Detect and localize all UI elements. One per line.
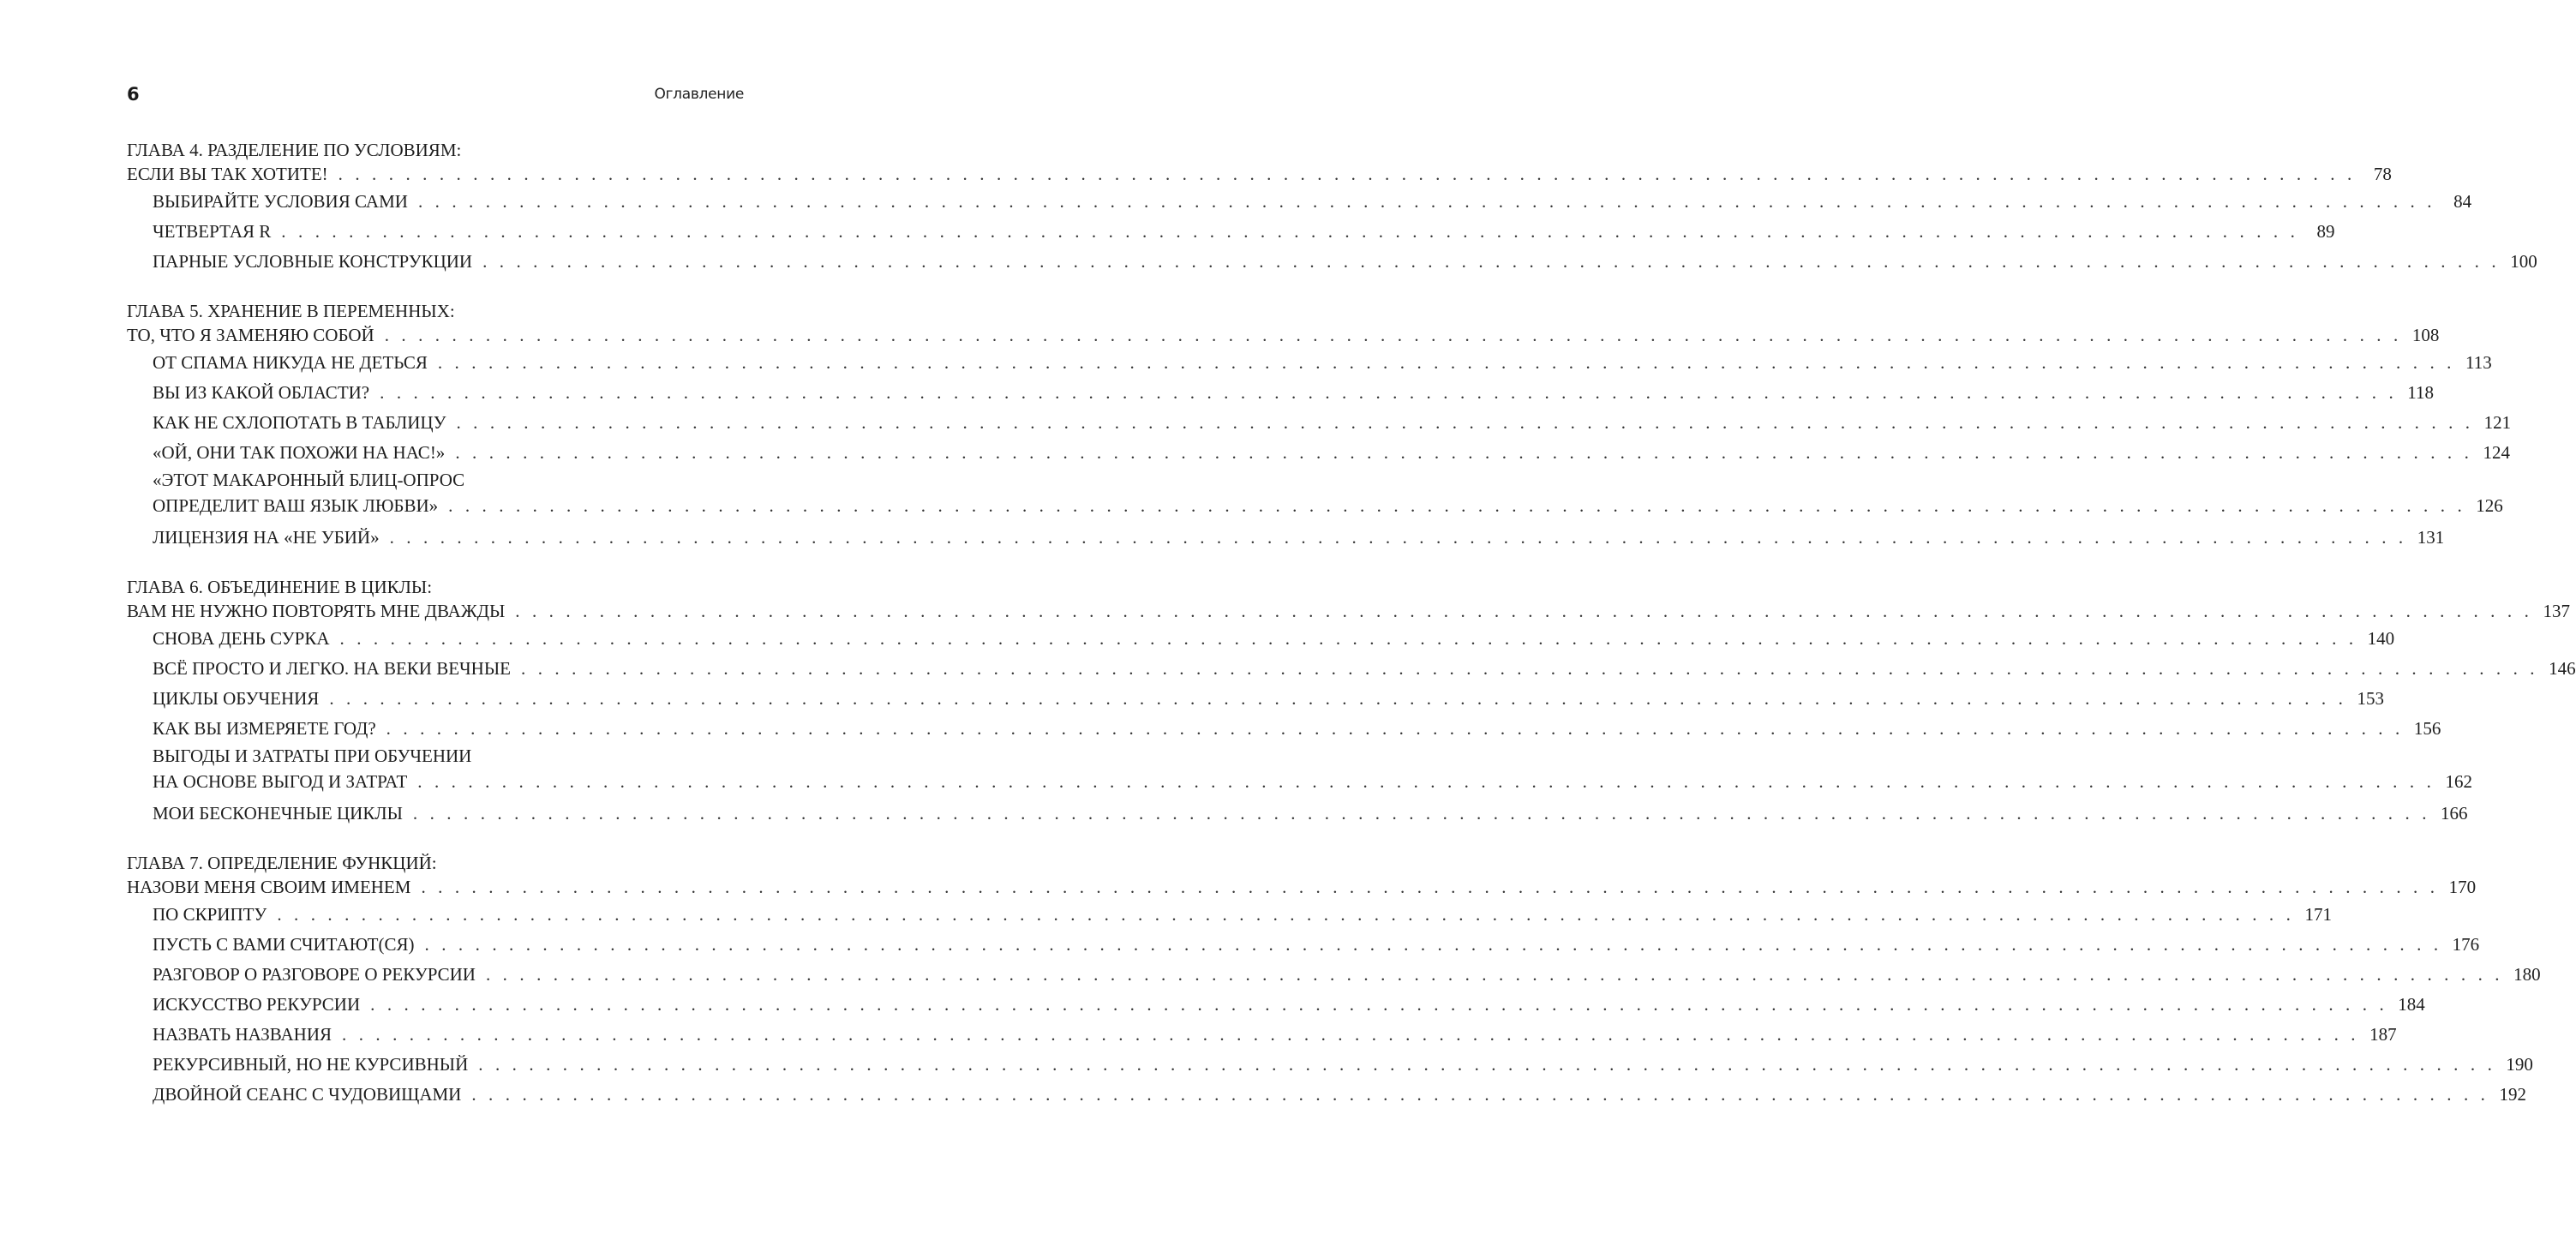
section-entry[interactable] [153,187,2472,217]
section-entry[interactable] [153,900,2332,930]
toc-section [127,1050,2533,1080]
chapter-entry-title: ЕСЛИ ВЫ ТАК ХОТИТЕ! [127,164,328,184]
section-entry[interactable] [153,523,2445,553]
chapter-entry[interactable] [127,875,2477,900]
section-entry-title: ДВОЙНОЙ СЕАНС С ЧУДОВИЩАМИ [153,1084,462,1105]
toc-section [127,990,2425,1020]
table-of-contents [127,138,2576,1115]
toc-section [127,1080,2526,1110]
chapter-title-line1[interactable]: ГЛАВА 4. РАЗДЕЛЕНИЕ ПО УСЛОВИЯМ: [127,140,462,160]
section-entry-page-number: 192 [2499,1084,2526,1105]
section-entry[interactable] [153,247,2537,277]
toc-section [127,187,2472,217]
running-title: Оглавление [654,86,744,103]
dot-leader: . . . . . . . . . . . . . . . . . . . . . . . . . . . . . . . . . . . . . . . . . . . . . . . . . . . . . . . . . . . . . . . . . . . . . . . . . . . . . . . . . . . . . . . . . . . . . . . . . . . . . . . . . . . . . . . . . . . . . . . . [342,1024,2360,1045]
chapter-entry[interactable] [127,323,2440,348]
toc-section [127,714,2441,744]
chapter-entry-page-number: 170 [2448,877,2477,897]
section-entry[interactable] [153,378,2435,408]
dot-leader: . . . . . . . . . . . . . . . . . . . . . . . . . . . . . . . . . . . . . . . . . . . . . . . . . . . . . . . . . . . . . . . . . . . . . . . . . . . . . . . . . . . . . . . . . . . . . . . . . . . . . . . . . . . . . . . . . . . . . . . . [338,164,2356,184]
dot-leader: . . . . . . . . . . . . . . . . . . . . . . . . . . . . . . . . . . . . . . . . . . . . . . . . . . . . . . . . . . . . . . . . . . . . . . . . . . . . . . . . . . . . . . . . . . . . . . . . . . . . . . . . . . . . . . . . . . . . . . . . [485,964,2504,985]
section-entry-title: ИСКУССТВО РЕКУРСИИ [153,994,361,1015]
section-entry[interactable] [153,408,2512,438]
section-entry-page-number: 140 [2367,628,2395,649]
section-entry-page-number: 100 [2510,251,2537,272]
section-entry-title: НА ОСНОВЕ ВЫГОД И ЗАТРАТ [153,771,408,792]
section-entry-page-number: 162 [2445,771,2472,792]
dot-leader: . . . . . . . . . . . . . . . . . . . . . . . . . . . . . . . . . . . . . . . . . . . . . . . . . . . . . . . . . . . . . . . . . . . . . . . . . . . . . . . . . . . . . . . . . . . . . . . . . . . . . . . . . . . . . . . . . . . . . . . . [370,994,2388,1015]
section-entry-page-number: 118 [2407,382,2435,403]
toc-section [127,468,2503,519]
dot-leader: . . . . . . . . . . . . . . . . . . . . . . . . . . . . . . . . . . . . . . . . . . . . . . . . . . . . . . . . . . . . . . . . . . . . . . . . . . . . . . . . . . . . . . . . . . . . . . . . . . . . . . . . . . . . . . . . . . . . . . . . [424,934,2442,955]
section-entry-page-number: 84 [2453,191,2472,212]
dot-leader: . . . . . . . . . . . . . . . . . . . . . . . . . . . . . . . . . . . . . . . . . . . . . . . . . . . . . . . . . . . . . . . . . . . . . . . . . . . . . . . . . . . . . . . . . . . . . . . . . . . . . . . . . . . . . . . . . . . . . . . . [380,382,2398,403]
chapter-entry[interactable] [127,162,2392,187]
section-entry-page-number: 190 [2506,1054,2533,1075]
toc-section [127,523,2445,553]
section-entry[interactable] [153,1020,2397,1050]
section-entry-page-number: 176 [2452,934,2480,955]
toc-section [127,247,2537,277]
section-entry-title: МОИ БЕСКОНЕЧНЫЕ ЦИКЛЫ [153,803,403,824]
section-entry-title: ЛИЦЕНЗИЯ НА «НЕ УБИЙ» [153,527,380,548]
toc-section [127,654,2576,684]
section-entry-title: ОПРЕДЕЛИТ ВАШ ЯЗЫК ЛЮБВИ» [153,495,439,516]
section-entry[interactable] [153,1080,2526,1110]
section-entry-title: ВСЁ ПРОСТО И ЛЕГКО. НА ВЕКИ ВЕЧНЫЕ [153,658,511,679]
section-entry-title: ПАРНЫЕ УСЛОВНЫЕ КОНСТРУКЦИИ [153,251,473,272]
toc-section [127,408,2512,438]
section-entry[interactable] [153,684,2384,714]
section-entry-page-number: 180 [2513,964,2541,985]
toc-section [127,438,2510,468]
section-entry-title: ПУСТЬ С ВАМИ СЧИТАЮТ(СЯ) [153,934,415,955]
dot-leader: . . . . . . . . . . . . . . . . . . . . . . . . . . . . . . . . . . . . . . . . . . . . . . . . . . . . . . . . . . . . . . . . . . . . . . . . . . . . . . . . . . . . . . . . . . . . . . . . . . . . . . . . . . . . . . . . . . . . . . . . [339,628,2357,649]
chapter-entry-title: ВАМ НЕ НУЖНО ПОВТОРЯТЬ МНЕ ДВАЖДЫ [127,601,506,621]
section-entry[interactable] [153,348,2492,378]
section-entry[interactable] [153,714,2441,744]
chapter-entry-title: ТО, ЧТО Я ЗАМЕНЯЮ СОБОЙ [127,325,374,345]
toc-section [127,378,2435,408]
dot-leader: . . . . . . . . . . . . . . . . . . . . . . . . . . . . . . . . . . . . . . . . . . . . . . . . . . . . . . . . . . . . . . . . . . . . . . . . . . . . . . . . . . . . . . . . . . . . . . . . . . . . . . . . . . . . . . . . . . . . . . . . [412,803,2431,824]
page-number: 6 [127,84,140,105]
section-entry-title: НАЗВАТЬ НАЗВАНИЯ [153,1024,332,1045]
chapter-title-line1[interactable]: ГЛАВА 6. ОБЪЕДИНЕНИЕ В ЦИКЛЫ: [127,577,433,597]
section-entry[interactable] [153,438,2510,468]
section-entry-title: ВЫБИРАЙТЕ УСЛОВИЯ САМИ [153,191,408,212]
dot-leader: . . . . . . . . . . . . . . . . . . . . . . . . . . . . . . . . . . . . . . . . . . . . . . . . . . . . . . . . . . . . . . . . . . . . . . . . . . . . . . . . . . . . . . . . . . . . . . . . . . . . . . . . . . . . . . . . . . . . . . . . [521,658,2539,679]
section-entry-title: ЦИКЛЫ ОБУЧЕНИЯ [153,688,320,709]
dot-leader: . . . . . . . . . . . . . . . . . . . . . . . . . . . . . . . . . . . . . . . . . . . . . . . . . . . . . . . . . . . . . . . . . . . . . . . . . . . . . . . . . . . . . . . . . . . . . . . . . . . . . . . . . . . . . . . . . . . . . . . . [417,191,2436,212]
section-entry[interactable] [153,990,2425,1020]
section-entry-title: КАК ВЫ ИЗМЕРЯЕТЕ ГОД? [153,718,376,739]
toc-chapter [127,299,2512,553]
dot-leader: . . . . . . . . . . . . . . . . . . . . . . . . . . . . . . . . . . . . . . . . . . . . . . . . . . . . . . . . . . . . . . . . . . . . . . . . . . . . . . . . . . . . . . . . . . . . . . . . . . . . . . . . . . . . . . . . . . . . . . . . [448,495,2466,516]
section-entry-title: ПО СКРИПТУ [153,904,267,925]
section-entry-page-number: 166 [2441,803,2468,824]
section-entry[interactable] [153,960,2541,990]
toc-section [127,799,2468,829]
section-title-line1[interactable]: ВЫГОДЫ И ЗАТРАТЫ ПРИ ОБУЧЕНИИ [153,746,472,766]
section-entry-page-number: 113 [2465,352,2492,373]
dot-leader: . . . . . . . . . . . . . . . . . . . . . . . . . . . . . . . . . . . . . . . . . . . . . . . . . . . . . . . . . . . . . . . . . . . . . . . . . . . . . . . . . . . . . . . . . . . . . . . . . . . . . . . . . . . . . . . . . . . . . . . . [421,877,2439,897]
section-entry[interactable] [153,624,2395,654]
section-entry[interactable] [153,1050,2533,1080]
section-entry[interactable] [153,930,2480,960]
dot-leader: . . . . . . . . . . . . . . . . . . . . . . . . . . . . . . . . . . . . . . . . . . . . . . . . . . . . . . . . . . . . . . . . . . . . . . . . . . . . . . . . . . . . . . . . . . . . . . . . . . . . . . . . . . . . . . . . . . . . . . . . [482,251,2501,272]
dot-leader: . . . . . . . . . . . . . . . . . . . . . . . . . . . . . . . . . . . . . . . . . . . . . . . . . . . . . . . . . . . . . . . . . . . . . . . . . . . . . . . . . . . . . . . . . . . . . . . . . . . . . . . . . . . . . . . . . . . . . . . . [281,221,2299,242]
section-entry-page-number: 146 [2549,658,2576,679]
toc-section [127,960,2541,990]
dot-leader: . . . . . . . . . . . . . . . . . . . . . . . . . . . . . . . . . . . . . . . . . . . . . . . . . . . . . . . . . . . . . . . . . . . . . . . . . . . . . . . . . . . . . . . . . . . . . . . . . . . . . . . . . . . . . . . . . . . . . . . . [329,688,2347,709]
section-entry-title: РЕКУРСИВНЫЙ, НО НЕ КУРСИВНЫЙ [153,1054,469,1075]
dot-leader: . . . . . . . . . . . . . . . . . . . . . . . . . . . . . . . . . . . . . . . . . . . . . . . . . . . . . . . . . . . . . . . . . . . . . . . . . . . . . . . . . . . . . . . . . . . . . . . . . . . . . . . . . . . . . . . . . . . . . . . . [417,771,2435,792]
dot-leader: . . . . . . . . . . . . . . . . . . . . . . . . . . . . . . . . . . . . . . . . . . . . . . . . . . . . . . . . . . . . . . . . . . . . . . . . . . . . . . . . . . . . . . . . . . . . . . . . . . . . . . . . . . . . . . . . . . . . . . . . [386,718,2404,739]
chapter-entry[interactable] [127,599,2570,624]
chapter-entry-title: НАЗОВИ МЕНЯ СВОИМ ИМЕНЕМ [127,877,411,897]
section-entry-page-number: 187 [2369,1024,2397,1045]
section-entry-title: КАК НЕ СХЛОПОТАТЬ В ТАБЛИЦУ [153,412,446,433]
toc-section [127,217,2335,247]
section-entry[interactable] [153,769,2472,795]
section-entry-page-number: 124 [2483,442,2510,463]
chapter-title-line1[interactable]: ГЛАВА 5. ХРАНЕНИЕ В ПЕРЕМЕННЫХ: [127,301,455,321]
section-entry-page-number: 126 [2476,495,2503,516]
dot-leader: . . . . . . . . . . . . . . . . . . . . . . . . . . . . . . . . . . . . . . . . . . . . . . . . . . . . . . . . . . . . . . . . . . . . . . . . . . . . . . . . . . . . . . . . . . . . . . . . . . . . . . . . . . . . . . . . . . . . . . . . [478,1054,2496,1075]
section-entry-page-number: 89 [2316,221,2335,242]
section-entry-title: ВЫ ИЗ КАКОЙ ОБЛАСТИ? [153,382,370,403]
section-entry-title: ЧЕТВЕРТАЯ R [153,221,272,242]
dot-leader: . . . . . . . . . . . . . . . . . . . . . . . . . . . . . . . . . . . . . . . . . . . . . . . . . . . . . . . . . . . . . . . . . . . . . . . . . . . . . . . . . . . . . . . . . . . . . . . . . . . . . . . . . . . . . . . . . . . . . . . . [384,325,2402,345]
toc-section [127,930,2480,960]
section-entry-title: ОТ СПАМА НИКУДА НЕ ДЕТЬСЯ [153,352,428,373]
section-entry[interactable] [153,217,2335,247]
section-entry[interactable] [153,493,2503,519]
section-entry-page-number: 121 [2483,412,2512,433]
toc-section [127,684,2384,714]
section-entry-title: РАЗГОВОР О РАЗГОВОРЕ О РЕКУРСИИ [153,964,476,985]
section-entry-title: «ОЙ, ОНИ ТАК ПОХОЖИ НА НАС!» [153,442,446,463]
toc-section [127,744,2472,795]
dot-leader: . . . . . . . . . . . . . . . . . . . . . . . . . . . . . . . . . . . . . . . . . . . . . . . . . . . . . . . . . . . . . . . . . . . . . . . . . . . . . . . . . . . . . . . . . . . . . . . . . . . . . . . . . . . . . . . . . . . . . . . . [437,352,2456,373]
section-entry[interactable] [153,654,2576,684]
section-entry[interactable] [153,799,2468,829]
toc-section [127,348,2492,378]
section-entry-page-number: 153 [2357,688,2384,709]
dot-leader: . . . . . . . . . . . . . . . . . . . . . . . . . . . . . . . . . . . . . . . . . . . . . . . . . . . . . . . . . . . . . . . . . . . . . . . . . . . . . . . . . . . . . . . . . . . . . . . . . . . . . . . . . . . . . . . . . . . . . . . . [471,1084,2489,1105]
section-title-line1[interactable]: «ЭТОТ МАКАРОННЫЙ БЛИЦ-ОПРОС [153,470,465,490]
dot-leader: . . . . . . . . . . . . . . . . . . . . . . . . . . . . . . . . . . . . . . . . . . . . . . . . . . . . . . . . . . . . . . . . . . . . . . . . . . . . . . . . . . . . . . . . . . . . . . . . . . . . . . . . . . . . . . . . . . . . . . . . [455,442,2473,463]
section-entry-page-number: 156 [2413,718,2441,739]
toc-section [127,900,2332,930]
section-entry-page-number: 131 [2417,527,2445,548]
toc-chapter [127,138,2537,277]
dot-leader: . . . . . . . . . . . . . . . . . . . . . . . . . . . . . . . . . . . . . . . . . . . . . . . . . . . . . . . . . . . . . . . . . . . . . . . . . . . . . . . . . . . . . . . . . . . . . . . . . . . . . . . . . . . . . . . . . . . . . . . . [277,904,2295,925]
section-entry-title: СНОВА ДЕНЬ СУРКА [153,628,330,649]
chapter-entry-page-number: 78 [2373,164,2392,184]
chapter-title-line1[interactable]: ГЛАВА 7. ОПРЕДЕЛЕНИЕ ФУНКЦИЙ: [127,853,437,873]
dot-leader: . . . . . . . . . . . . . . . . . . . . . . . . . . . . . . . . . . . . . . . . . . . . . . . . . . . . . . . . . . . . . . . . . . . . . . . . . . . . . . . . . . . . . . . . . . . . . . . . . . . . . . . . . . . . . . . . . . . . . . . . [389,527,2407,548]
dot-leader: . . . . . . . . . . . . . . . . . . . . . . . . . . . . . . . . . . . . . . . . . . . . . . . . . . . . . . . . . . . . . . . . . . . . . . . . . . . . . . . . . . . . . . . . . . . . . . . . . . . . . . . . . . . . . . . . . . . . . . . . [515,601,2533,621]
toc-section [127,1020,2397,1050]
chapter-entry-page-number: 108 [2411,325,2440,345]
section-entry-page-number: 184 [2398,994,2425,1015]
dot-leader: . . . . . . . . . . . . . . . . . . . . . . . . . . . . . . . . . . . . . . . . . . . . . . . . . . . . . . . . . . . . . . . . . . . . . . . . . . . . . . . . . . . . . . . . . . . . . . . . . . . . . . . . . . . . . . . . . . . . . . . . [456,412,2474,433]
toc-chapter [127,575,2576,829]
toc-section [127,624,2395,654]
chapter-entry-page-number: 137 [2543,601,2570,621]
section-entry-page-number: 171 [2304,904,2332,925]
toc-chapter [127,851,2541,1110]
